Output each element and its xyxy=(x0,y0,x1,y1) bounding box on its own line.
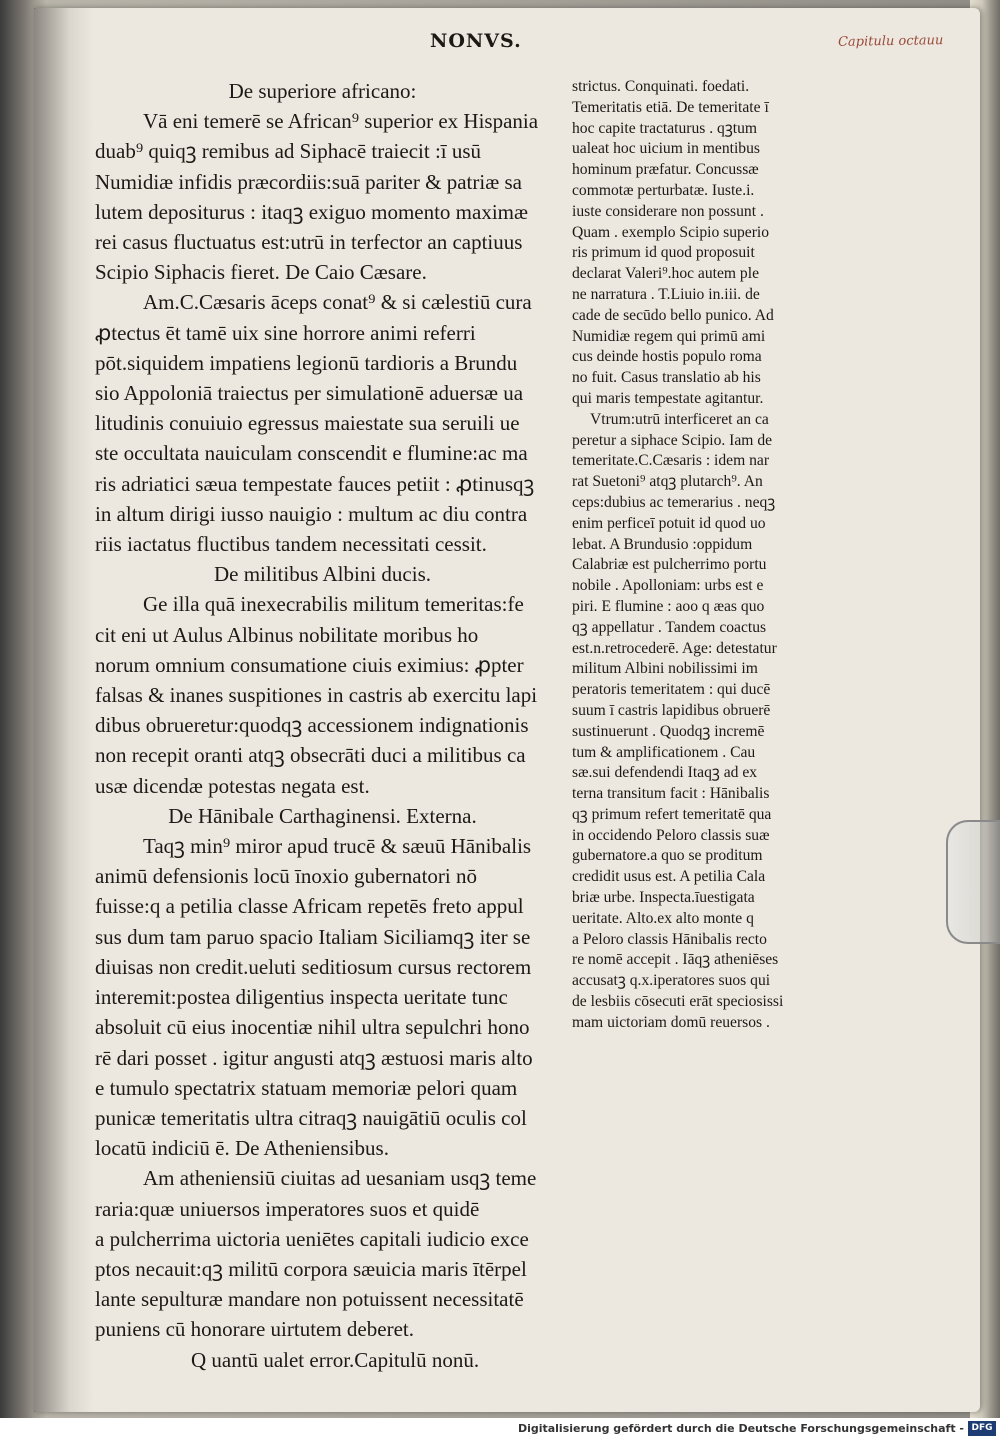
footer-bar xyxy=(0,1418,1000,1441)
text-line: lante sepulturæ mandare non potuissent necessitatē xyxy=(95,1287,524,1312)
commentary-line: enim perficeī potuit id quod uo xyxy=(572,514,766,532)
commentary-line: briæ urbe. Inspecta.īuestigata xyxy=(572,889,755,907)
text-line: puniens cū honorare uirtutem deberet. xyxy=(95,1317,414,1342)
commentary-line: rat Suetoni⁹ atqꝫ plutarch⁹. An xyxy=(572,473,763,491)
text-line: ptos necauit:qꝫ militū corpora sæuicia maris ītērpel xyxy=(95,1256,527,1281)
text-line: cit eni ut Aulus Albinus nobilitate moribus ho xyxy=(95,622,479,647)
commentary-line: credidit usus est. A petilia Cala xyxy=(572,868,766,886)
text-line: duab⁹ quiqꝫ remibus ad Siphacē traiecit :ī usū xyxy=(95,139,482,164)
section-heading: De militibus Albini ducis. xyxy=(213,562,431,587)
commentary-line: militum Albini nobilissimi im xyxy=(572,660,758,678)
commentary-line: ueritate. Alto.ex alto monte q xyxy=(572,909,754,927)
commentary-line: suum ī castris lapidibus obruerē xyxy=(572,701,771,719)
commentary-line: tum & amplificationem . Cau xyxy=(572,743,756,761)
commentary-line: qꝫ appellatur . Tandem coactus xyxy=(572,618,767,636)
text-line: ste occultata nauiculam conscendit e flumine:ac ma xyxy=(95,441,528,466)
text-line: e tumulo spectatrix statuam memoriæ pelori quam xyxy=(95,1075,518,1100)
dfg-logo[interactable]: DFG xyxy=(968,1421,996,1436)
commentary-line: strictus. Conquinati. foedati. xyxy=(572,78,750,95)
commentary-line: piri. E flumine : aoo q æas quo xyxy=(572,597,765,615)
text-line: norum omnium consumatione ciuis eximius: ꝓpter xyxy=(95,652,524,677)
commentary-line: re nomē accepit . Iāqꝫ atheniēses xyxy=(572,951,779,969)
commentary-line: qꝫ primum refert temeritatē qua xyxy=(572,805,772,823)
text-line: Am atheniensiū ciuitas ad uesaniam usqꝫ teme xyxy=(143,1166,537,1191)
running-head: NONVS. xyxy=(430,30,522,52)
commentary-line: hominum præfatur. Concussæ xyxy=(572,161,759,179)
section-heading: De superiore africano: xyxy=(228,79,417,103)
commentary-line: temeritate.C.Cæsaris : idem nar xyxy=(572,452,770,470)
text-line: rei casus fluctuatus est:utrū in terfector an captiuus xyxy=(95,230,523,255)
commentary-line: Quam . exemplo Scipio superio xyxy=(572,223,770,241)
text-line: dibus obrueretur:quodqꝫ accessionem indignationis xyxy=(95,713,529,738)
text-line: litudinis conuiuio egressus maiestate sua seruili ue xyxy=(95,411,520,436)
text-line: Taqꝫ min⁹ miror apud trucē & sæuū Hānibalis xyxy=(143,834,532,859)
text-line: sus dum tam paruo spacio Italiam Siciliamqꝫ iter se xyxy=(95,924,531,949)
text-line: Am.C.Cæsaris āceps conat⁹ & si cælestiū cura xyxy=(143,290,532,315)
text-line: rē dari posset . igitur angusti atqꝫ æstuosi maris alto xyxy=(95,1045,533,1070)
text-line: falsas & inanes suspitiones in castris ab exercitu lapi xyxy=(95,683,538,708)
text-line: Scipio Siphacis fieret. De Caio Cæsare. xyxy=(95,260,427,285)
text-line: usæ dicendæ potestas negata est. xyxy=(95,773,370,798)
commentary-line: lebat. A Brundusio :oppidum xyxy=(572,535,753,553)
commentary-line: accusatꝫ q.x.iperatores suos qui xyxy=(572,972,771,990)
commentary-line: peratoris temeritatem : qui ducē xyxy=(572,681,771,699)
commentary-line: gubernatore.a quo se proditum xyxy=(572,847,763,865)
commentary-line: ualeat hoc uicium in mentibus xyxy=(572,140,760,158)
funding-notice: Digitalisierung gefördert durch die Deutsche Forschungsgemeinschaft - xyxy=(517,1422,964,1435)
text-line: Ge illa quā inexecrabilis militum temeritas:fe xyxy=(143,592,524,617)
page-clip xyxy=(946,820,1000,944)
commentary-line: cade de secūdo bello punico. Ad xyxy=(572,306,774,324)
section-heading: De Hānibale Carthaginensi. Externa. xyxy=(168,803,477,828)
commentary-line: iuste considerare non possunt . xyxy=(572,202,764,220)
commentary-line: mam uictoriam domū reuersos . xyxy=(572,1013,770,1031)
commentary-line: sæ.sui defendendi Itaqꝫ ad ex xyxy=(572,764,758,782)
text-line: absoluit cū eius inocentiæ nihil ultra sepulchri hono xyxy=(95,1015,530,1040)
text-line: lutem depositurus : itaqꝫ exiguo momento maximæ xyxy=(95,199,529,224)
text-line: a pulcherrima uictoria ueniētes capitali iudicio exce xyxy=(95,1226,529,1251)
marginal-note: Capitulu octauu xyxy=(837,33,944,50)
text-line: locatū indiciū ē. De Atheniensibus. xyxy=(95,1136,389,1161)
commentary-line: peretur a siphace Scipio. Iam de xyxy=(572,431,773,449)
chapter-heading: Q uantū ualet error.Capitulū nonū. xyxy=(191,1347,480,1372)
text-line: ris adriatici sæua tempestate fauces petiit : ꝓtinusqꝫ xyxy=(95,471,535,496)
text-line: non recepit oranti atqꝫ obsecrāti duci a militibus ca xyxy=(95,743,526,768)
text-line: riis iactatus fluctibus tandem necessitati cessit. xyxy=(95,532,487,557)
text-line: sio Appoloniā traiectus per simulationē aduersæ ua xyxy=(95,381,524,406)
commentary-line: Temeritatis etiā. De temeritate ī xyxy=(572,98,769,116)
text-line: ꝓtectus ēt tamē uix sine horrore animi referri xyxy=(95,320,476,345)
commentary-line: ceps:dubius ac temerarius . neqꝫ xyxy=(572,493,776,511)
text-line: pōt.siquidem impatiens legionū tardioris a Brundu xyxy=(95,350,518,375)
page-gutter-shadow xyxy=(34,8,94,1412)
commentary-line: terna transitum facit : Hānibalis xyxy=(572,785,770,803)
commentary-line: de lesbiis cōsecuti erāt speciosissi xyxy=(572,993,784,1011)
text-line: Numidiæ infidis præcordiis:suā pariter & patriæ sa xyxy=(95,169,522,194)
commentary-line: qui maris tempestate agitantur. xyxy=(572,389,764,407)
commentary-line: Calabriæ est pulcherrimo portu xyxy=(572,556,767,574)
text-line: Vā eni temerē se African⁹ superior ex Hispania xyxy=(143,109,539,134)
commentary-line: ris primum id quod proposuit xyxy=(572,244,755,262)
commentary-line: nobile . Apolloniam: urbs est e xyxy=(572,577,764,595)
text-line: in altum dirigi iusso nauigio : multum ac diu contra xyxy=(95,501,528,526)
text-line: fuisse:q a petilia classe Africam repetēs freto appul xyxy=(95,894,524,919)
text-line: diuisas non credit.ueluti seditiosum cursus rectorem xyxy=(95,954,532,979)
commentary-line: in occidendo Peloro classis suæ xyxy=(572,826,770,844)
commentary-line: ne narratura . T.Liuio in.iii. de xyxy=(572,285,760,303)
main-text-column xyxy=(95,76,550,1375)
commentary-line: sustinuerunt . Quodqꝫ incremē xyxy=(572,722,765,740)
text-line: interemit:postea diligentius inspecta ueritate tunc xyxy=(95,985,508,1010)
commentary-line: no fuit. Casus translatio ab his xyxy=(572,369,761,387)
commentary-line: est.n.retrocederē. Age: detestatur xyxy=(572,639,777,657)
commentary-line: a Peloro classis Hānibalis recto xyxy=(572,930,767,948)
commentary-line: declarat Valeri⁹.hoc autem ple xyxy=(572,265,759,283)
commentary-line: hoc capite tractaturus . qꝫtum xyxy=(572,119,758,137)
text-line: animū defensionis locū īnoxio gubernatori nō xyxy=(95,864,478,889)
commentary-line: commotæ perturbatæ. Iuste.i. xyxy=(572,181,755,199)
commentary-line: cus deinde hostis populo roma xyxy=(572,348,762,366)
commentary-line: Vtrum:utrū interficeret an ca xyxy=(590,410,769,428)
commentary-line: Numidiæ regem qui primū ami xyxy=(572,327,766,345)
text-line: raria:quæ uniuersos imperatores suos et quidē xyxy=(95,1196,480,1221)
commentary-column xyxy=(572,77,828,1034)
text-line: punicæ temeritatis ultra citraqꝫ nauigātiū oculis col xyxy=(95,1105,527,1130)
